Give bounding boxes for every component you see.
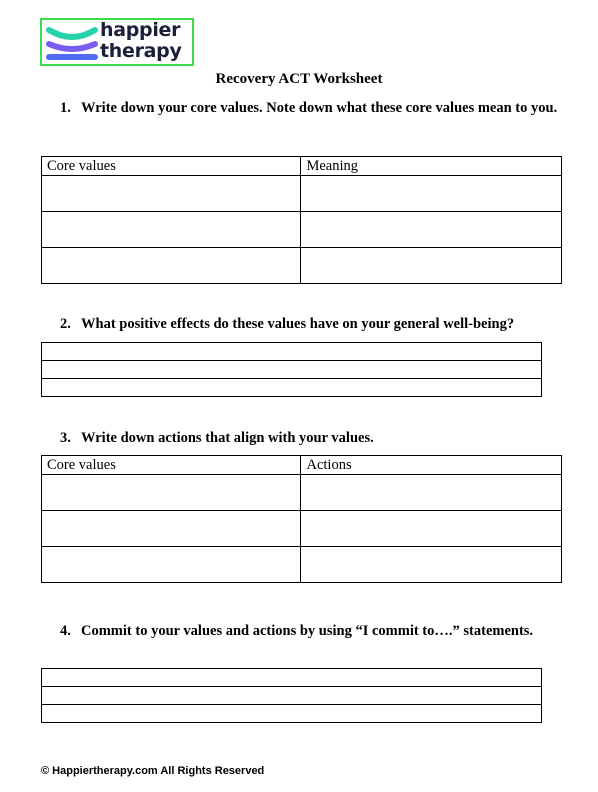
answer-cell[interactable] <box>42 705 542 723</box>
answer-cell[interactable] <box>42 248 301 284</box>
answer-cell[interactable] <box>42 379 542 397</box>
answer-cell[interactable] <box>42 511 301 547</box>
answer-cell[interactable] <box>42 687 542 705</box>
question-2-text: What positive effects do these values have on your general well-being? <box>81 316 515 332</box>
logo-waves-icon <box>45 24 99 62</box>
question-2 <box>60 314 570 334</box>
table-row <box>42 248 562 284</box>
table-row <box>42 475 562 511</box>
header-core-values: Core values <box>42 157 301 176</box>
question-4 <box>60 621 570 641</box>
answer-cell[interactable] <box>301 176 562 212</box>
worksheet-title: Recovery ACT Worksheet <box>215 71 383 87</box>
values-actions-table <box>41 455 562 583</box>
table-row <box>42 176 562 212</box>
answer-cell[interactable] <box>42 547 301 583</box>
answer-cell[interactable] <box>42 669 542 687</box>
answer-cell[interactable] <box>301 511 562 547</box>
answer-line <box>42 343 542 361</box>
answer-cell[interactable] <box>42 176 301 212</box>
brand-name <box>100 20 182 62</box>
answer-line <box>42 705 542 723</box>
brand-line1: happier <box>100 19 181 41</box>
answer-cell[interactable] <box>301 475 562 511</box>
brand-line2: therapy <box>100 40 182 62</box>
question-4-number: 4. <box>60 623 71 639</box>
header-core-values: Core values <box>42 456 301 475</box>
header-actions: Actions <box>301 456 562 475</box>
question-3-text: Write down actions that align with your values. <box>81 430 374 446</box>
table-row <box>42 212 562 248</box>
answer-cell[interactable] <box>301 212 562 248</box>
answer-cell[interactable] <box>301 248 562 284</box>
question-1-number: 1. <box>60 100 71 116</box>
question-1 <box>60 98 570 118</box>
question-3-number: 3. <box>60 430 71 446</box>
question-4-text: Commit to your values and actions by using “I commit to….” statements. <box>81 623 534 639</box>
answer-line <box>42 669 542 687</box>
question-1-text: Write down your core values. Note down what these core values mean to you. <box>81 100 558 116</box>
answer-line <box>42 379 542 397</box>
question-2-number: 2. <box>60 316 71 332</box>
question-3 <box>60 428 570 448</box>
answer-cell[interactable] <box>301 547 562 583</box>
answer-line <box>42 361 542 379</box>
answer-cell[interactable] <box>42 361 542 379</box>
effects-answer-lines <box>41 342 542 397</box>
table-row <box>42 511 562 547</box>
commit-answer-lines <box>41 668 542 723</box>
values-meaning-table <box>41 156 562 284</box>
copyright-footer: © Happiertherapy.com All Rights Reserved <box>41 765 265 777</box>
brand-logo <box>40 18 194 66</box>
answer-cell[interactable] <box>42 343 542 361</box>
answer-line <box>42 687 542 705</box>
answer-cell[interactable] <box>42 212 301 248</box>
answer-cell[interactable] <box>42 475 301 511</box>
table-row <box>42 547 562 583</box>
header-meaning: Meaning <box>301 157 562 176</box>
